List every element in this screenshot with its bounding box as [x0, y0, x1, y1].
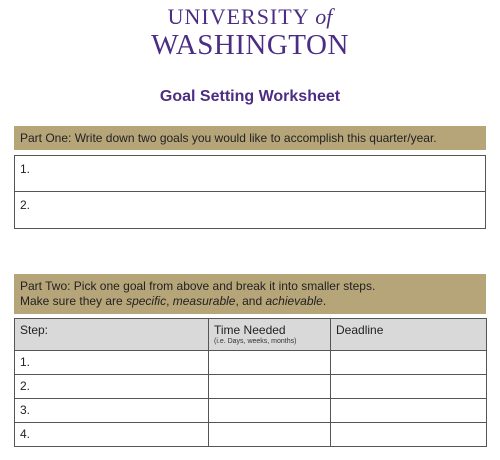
logo-washington: WASHINGTON	[151, 29, 349, 61]
table-row	[15, 375, 487, 399]
part-two-line1: Part Two: Pick one goal from above and break it into smaller steps.	[20, 279, 376, 293]
time-cell[interactable]	[209, 423, 331, 447]
goal-number-2: 2.	[20, 198, 31, 212]
table-row	[15, 423, 487, 447]
column-header-time	[209, 319, 331, 351]
table-row	[15, 399, 487, 423]
column-header-step: Step:	[15, 319, 209, 351]
deadline-cell[interactable]	[331, 375, 487, 399]
separator-2: , and	[235, 294, 266, 308]
goal-number-1: 1.	[20, 162, 31, 176]
word-measurable: measurable	[172, 294, 236, 308]
word-specific: specific	[126, 294, 167, 308]
step-cell[interactable]: 1.	[15, 351, 209, 375]
time-cell[interactable]	[209, 351, 331, 375]
goal-field-2[interactable]	[14, 191, 486, 229]
goal-field-1[interactable]	[14, 155, 486, 192]
steps-table	[14, 318, 487, 447]
time-cell[interactable]	[209, 399, 331, 423]
deadline-cell[interactable]	[331, 423, 487, 447]
logo-university	[0, 4, 500, 30]
part-two-heading	[14, 274, 486, 314]
time-needed-label: Time Needed	[214, 323, 286, 337]
logo-of-text: of	[315, 4, 333, 29]
part-two-line2-prefix: Make sure they are	[20, 294, 127, 308]
time-needed-hint: (i.e. Days, weeks, months)	[214, 338, 297, 345]
step-cell[interactable]: 2.	[15, 375, 209, 399]
logo-university-text: UNIVERSITY	[167, 4, 316, 29]
table-row	[15, 351, 487, 375]
step-cell[interactable]: 4.	[15, 423, 209, 447]
step-cell[interactable]: 3.	[15, 399, 209, 423]
time-cell[interactable]	[209, 375, 331, 399]
line-end: .	[322, 294, 327, 308]
steps-header-row	[15, 319, 487, 351]
deadline-cell[interactable]	[331, 351, 487, 375]
separator-1: ,	[166, 294, 173, 308]
deadline-cell[interactable]	[331, 399, 487, 423]
page-title: Goal Setting Worksheet	[159, 88, 341, 105]
word-achievable: achievable	[265, 294, 323, 308]
part-two-line2	[20, 294, 486, 309]
column-header-deadline: Deadline	[331, 319, 487, 351]
part-one-heading: Part One: Write down two goals you would like to accomplish this quarter/year.	[14, 126, 486, 150]
